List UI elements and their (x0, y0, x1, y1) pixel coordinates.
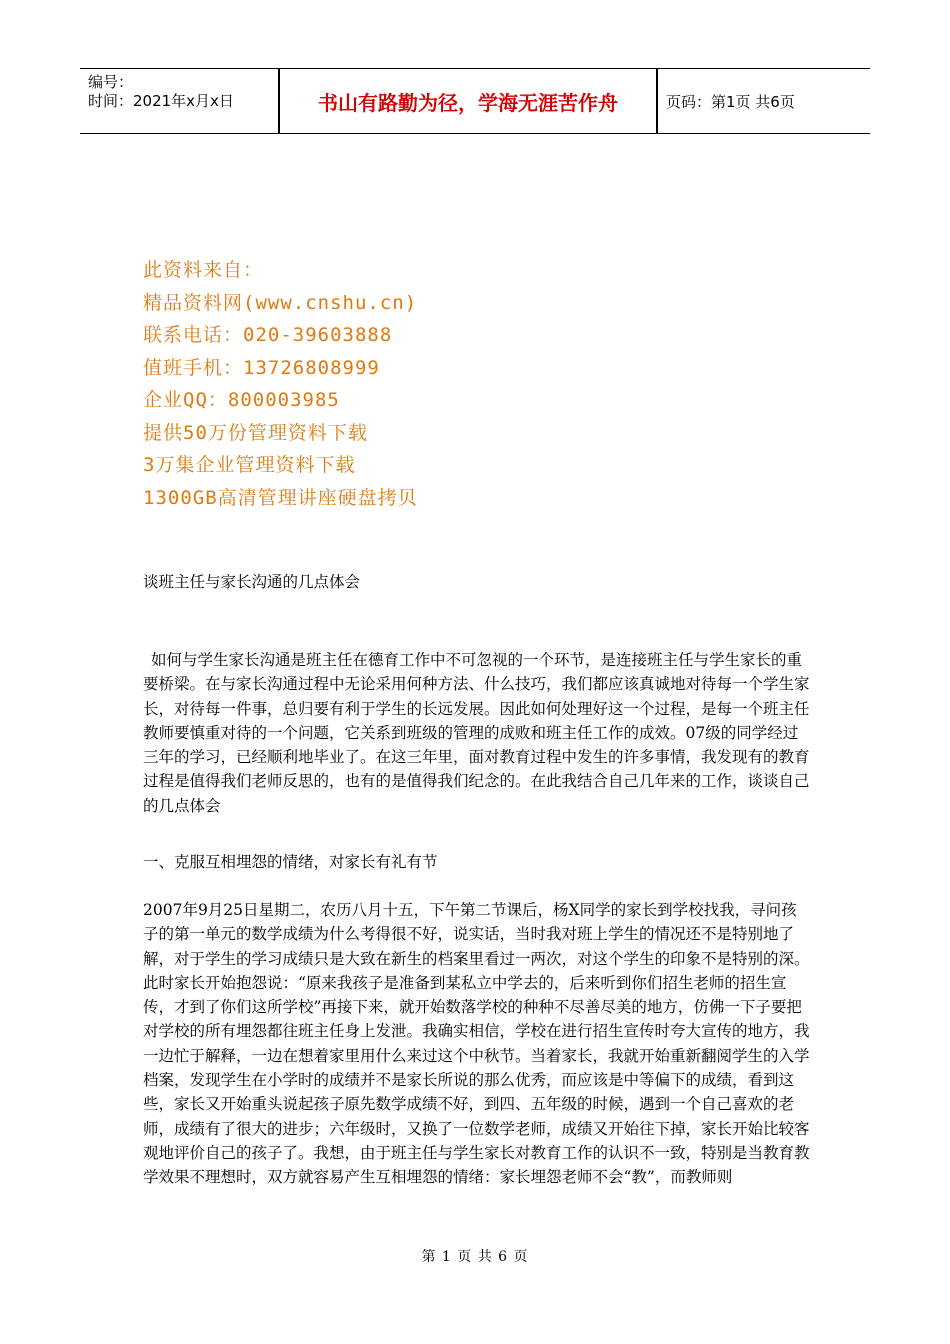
article-paragraph: 2007年9月25日星期二，农历八月十五，下午第二节课后，杨X同学的家长到学校找我，寻问孩子的第一单元的数学成绩为什么考得很不好，说实话，当时我对班上学生的情况还不是特别地了解，对于学生的学习成绩只是大致在新生的档案里看过一两次，对这个学生的印象不是特别的深。此时家长开始抱怨说：“原来我孩子是准备到某私立中学去的，后来听到你们招生老师的招生宣传，才到了你们这所学校”再接下来，就开始数落学校的种种不尽善尽美的地方，仿佛一下子要把对学校的所有埋怨都往班主任身上发泄。我确实相信，学校在进行招生宣传时夸大宣传的地方，我一边忙于解释，一边在想着家里用什么来过这个中秋节。当着家长，我就开始重新翻阅学生的入学档案，发现学生在小学时的成绩并不是家长所说的那么优秀，而应该是中等偏下的成绩，看到这些，家长又开始重头说起孩子原先数学成绩不好，到四、五年级的时候，遇到一个自己喜欢的老师，成绩有了很大的进步；六年级时，又换了一位数学老师，成绩又开始往下掉，家长开始比较客观地评价自己的孩子了。我想，由于班主任与学生家长对教育工作的认识不一致，特别是当教育教学效果不理想时，双方就容易产生互相埋怨的情绪：家长埋怨老师不会“教”，而教师则 (143, 901, 810, 1187)
source-info-block (143, 254, 418, 514)
source-line: 值班手机：13726808999 (143, 356, 380, 379)
source-line: 企业QQ：800003985 (143, 389, 340, 411)
header-divider (656, 69, 658, 133)
source-line: 1300GB高清管理讲座硬盘拷贝 (143, 486, 418, 509)
article-title: 谈班主任与家长沟通的几点体会 (143, 573, 361, 591)
article-paragraph: 如何与学生家长沟通是班主任在德育工作中不可忽视的一个环节，是连接班主任与学生家长的重要桥梁。在与家长沟通过程中无论采用何种方法、什么技巧，我们都应该真诚地对待每一个学生家长，对待每一件事，总归要有利于学生的长远发展。因此如何处理好这一个过程，是每一个班主任教师要慎重对待的一个问题，它关系到班级的管理的成败和班主任工作的成效。07级的同学经过三年的学习，已经顺利地毕业了。在这三年里，面对教育过程中发生的许多事情，我发现有的教育过程是值得我们老师反思的，也有的是值得我们纪念的。在此我结合自己几年来的工作，谈谈自己的几点体会 (143, 651, 810, 815)
page-header (80, 68, 870, 134)
source-line: 精品资料网(www.cnshu.cn) (143, 291, 418, 314)
document-time-label: 时间：2021年x月x日 (88, 92, 234, 110)
header-motto: 书山有路勤为径，学海无涯苦作舟 (318, 90, 618, 115)
source-line: 提供50万份管理资料下载 (143, 421, 368, 444)
document-number-label: 编号： (88, 73, 134, 91)
source-line: 联系电话：020-39603888 (143, 324, 393, 346)
page-footer: 第 1 页 共 6 页 (421, 1249, 529, 1265)
header-meta (88, 73, 234, 111)
section-heading: 一、克服互相埋怨的情绪，对家长有礼有节 (143, 853, 438, 871)
source-line: 3万集企业管理资料下载 (143, 454, 356, 476)
header-page-code: 页码：第1页 共6页 (666, 92, 795, 111)
source-line: 此资料来自： (143, 259, 264, 281)
